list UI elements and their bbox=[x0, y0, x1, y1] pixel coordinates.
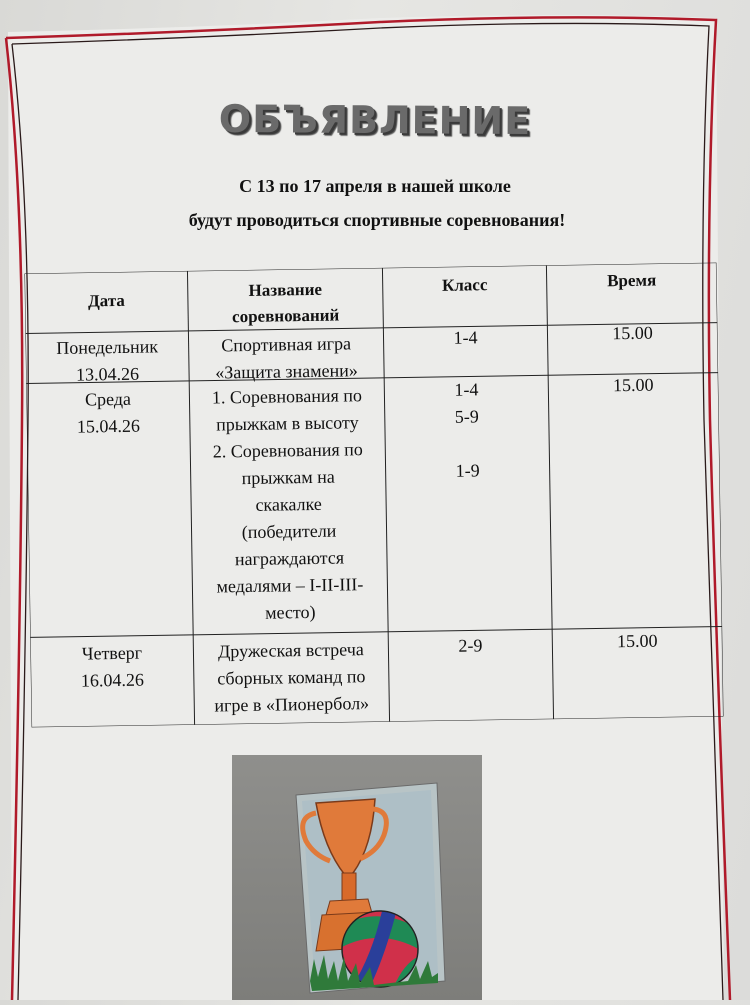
row-2-class-1: 1-4 bbox=[454, 379, 479, 400]
header-date: Дата bbox=[87, 290, 125, 311]
row-1-class: 1-4 bbox=[453, 327, 478, 348]
row-2-name-line-1: 1. Соревнования по bbox=[211, 385, 363, 408]
row-3-date bbox=[30, 639, 194, 696]
row-2-name-line-3: 2. Соревнования по bbox=[212, 439, 363, 462]
header-name-line-2: соревнований bbox=[231, 305, 340, 327]
row-1-time: 15.00 bbox=[612, 322, 653, 344]
header-time: Время bbox=[606, 270, 657, 291]
row-2-date-value: 15.04.26 bbox=[76, 415, 141, 437]
row-3-class: 2-9 bbox=[458, 635, 483, 656]
row-2-class bbox=[384, 375, 550, 486]
row-2-class-spacer bbox=[385, 429, 549, 459]
row-3-name bbox=[193, 636, 389, 720]
row-3-day: Четверг bbox=[81, 642, 143, 664]
row-2-time: 15.00 bbox=[612, 374, 654, 396]
schedule-table bbox=[24, 263, 723, 728]
row-2-date bbox=[26, 385, 190, 442]
row-3-date-value: 16.04.26 bbox=[80, 669, 145, 691]
row-2-day: Среда bbox=[84, 388, 132, 410]
row-3-name-line-1: Дружеская встреча bbox=[217, 639, 364, 662]
header-class: Класс bbox=[441, 275, 488, 295]
row-2-name-line-5: скакалке bbox=[255, 493, 322, 515]
trophy-and-ball-picture bbox=[232, 755, 482, 1000]
row-2-name-line-4: прыжкам на bbox=[241, 466, 335, 489]
header-name bbox=[188, 276, 384, 331]
row-3-name-line-2: сборных команд по bbox=[217, 666, 366, 689]
header-name-line-1: Название bbox=[248, 279, 323, 300]
row-1-name-line-2: «Защита знамени» bbox=[215, 360, 358, 383]
announcement-subtitle-line: будут проводиться спортивные соревнования! bbox=[188, 210, 566, 230]
row-2-name-line-6: (победители bbox=[241, 520, 337, 543]
row-1-name-line-1: Спортивная игра bbox=[221, 333, 352, 356]
row-2-class-2: 5-9 bbox=[454, 406, 479, 427]
trophy-and-ball-drawing-icon bbox=[232, 755, 482, 1000]
row-2-name-line-7: награждаются bbox=[234, 547, 345, 570]
row-1-name bbox=[188, 330, 384, 387]
row-2-name-line-8: медалями – I-II-III- bbox=[216, 574, 364, 597]
row-2-name-line-2: прыжкам в высоту bbox=[215, 412, 359, 435]
row-2-class-3: 1-9 bbox=[455, 460, 480, 481]
announcement-dates-line: С 13 по 17 апреля в нашей школе bbox=[239, 176, 511, 196]
row-2-name bbox=[189, 382, 388, 628]
announcement-title: ОБЪЯВЛЕНИЕ bbox=[218, 96, 532, 144]
row-1-day: Понедельник bbox=[56, 336, 159, 358]
row-3-name-line-3: игре в «Пионербол» bbox=[214, 693, 370, 716]
row-2-name-line-9: место) bbox=[264, 601, 316, 623]
row-3-time: 15.00 bbox=[616, 630, 658, 652]
row-1-date bbox=[25, 333, 189, 390]
row-1-date-value: 13.04.26 bbox=[75, 363, 140, 385]
